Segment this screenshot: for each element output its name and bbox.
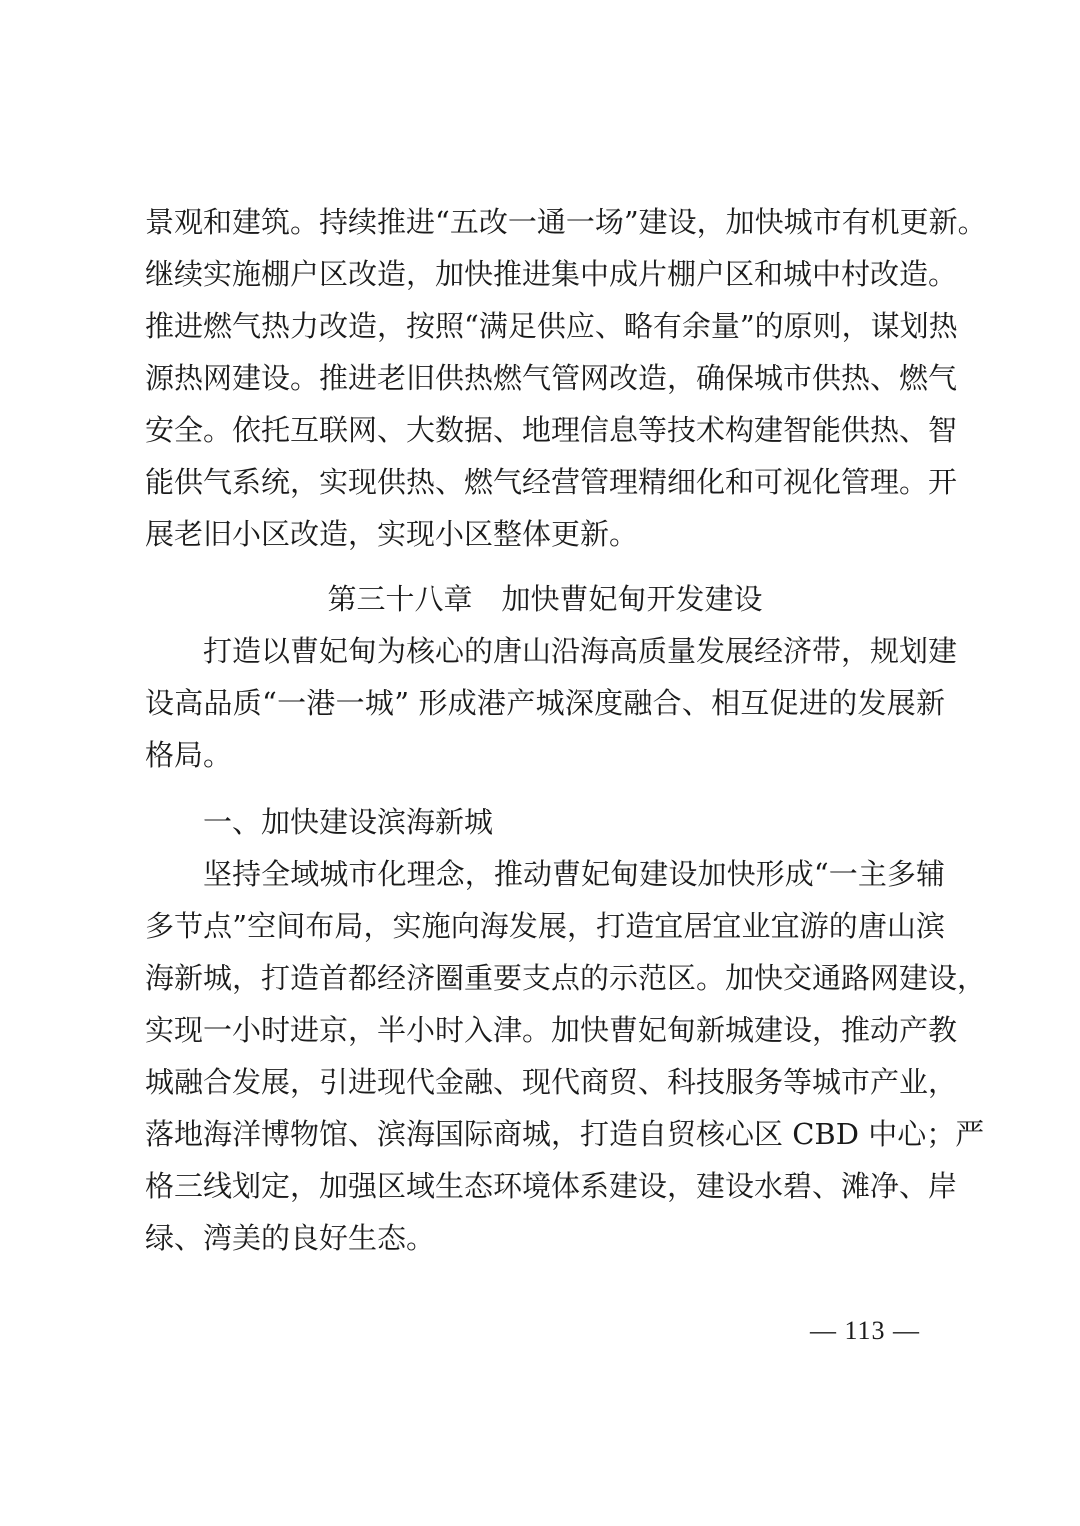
- paragraph-chapter-intro: [145, 625, 958, 781]
- text-line: 打造以曹妃甸为核心的唐山沿海高质量发展经济带，规划建: [203, 634, 958, 668]
- text-line: 继续实施棚户区改造，加快推进集中成片棚户区和城中村改造。: [145, 257, 958, 291]
- text-line: 实现一小时进京，半小时入津。加快曹妃甸新城建设，推动产教: [145, 1013, 958, 1047]
- text-line: 格三线划定，加强区域生态环境体系建设，建设水碧、滩净、岸: [145, 1169, 958, 1203]
- text-line: 海新城，打造首都经济圈重要支点的示范区。加快交通路网建设，: [145, 961, 987, 995]
- text-line: 格局。: [145, 738, 233, 772]
- section-heading: 一、加快建设滨海新城: [203, 805, 494, 839]
- text-line: 景观和建筑。持续推进“五改一通一场”建设，加快城市有机更新。: [145, 205, 987, 239]
- text-line: 城融合发展，引进现代金融、现代商贸、科技服务等城市产业，: [145, 1065, 958, 1099]
- text-line: 安全。依托互联网、大数据、地理信息等技术构建智能供热、智: [145, 413, 958, 447]
- text-line: 多节点”空间布局，实施向海发展，打造宜居宜业宜游的唐山滨: [145, 909, 945, 943]
- text-line: 能供气系统，实现供热、燃气经营管理精细化和可视化管理。开: [145, 465, 958, 499]
- text-line: 推进燃气热力改造，按照“满足供应、略有余量”的原则，谋划热: [145, 309, 958, 343]
- text-line: 展老旧小区改造，实现小区整体更新。: [145, 517, 639, 551]
- text-line: 落地海洋博物馆、滨海国际商城，打造自贸核心区 CBD 中心；严: [145, 1117, 985, 1151]
- page-number: — 113 —: [810, 1316, 921, 1345]
- text-line: 源热网建设。推进老旧供热燃气管网改造，确保城市供热、燃气: [145, 361, 958, 395]
- text-line: 绿、湾美的良好生态。: [145, 1221, 436, 1255]
- text-line: 坚持全域城市化理念，推动曹妃甸建设加快形成“一主多辅: [203, 857, 945, 891]
- paragraph-housing-renewal: [145, 196, 987, 560]
- chapter-title: 第三十八章 加快曹妃甸开发建设: [327, 582, 763, 616]
- text-line: 设高品质“一港一城” 形成港产城深度融合、相互促进的发展新: [145, 686, 945, 720]
- paragraph-coastal-city: [145, 848, 987, 1264]
